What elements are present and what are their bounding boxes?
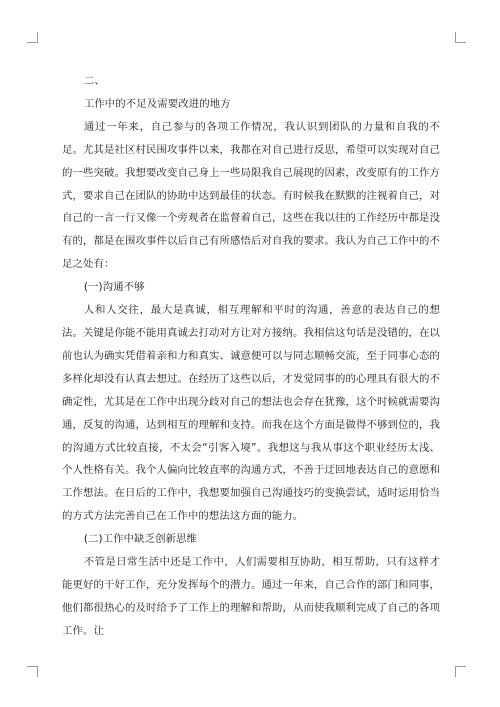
document-body: [62, 70, 440, 643]
crop-mark-bottom-right: [455, 666, 466, 677]
subheading-innovation: (二)工作中缺乏创新思维: [83, 533, 198, 546]
body-paragraph-intro: 通过一年来，自己参与的各项工作情况，我认识到团队的力量和自我的不足。尤其是社区村民围攻事件以来，我都在对自己进行反思，希望可以实现对自己的一些突破。我想要改变自己身上一些局限我自己展现的因素，改变原有的工作方式，要求自己在团队的协助中达到最佳的状态。有时候我在默默的注视着自己，对自己的一言一行又像一个旁观者在监督着自己，这些在我以往的工作经历中都是没有的，都是在围攻事件以后自己有所感悟后对自我的要求。我认为自己工作中的不足之处有：: [62, 120, 440, 271]
section-number: 二、: [83, 75, 105, 87]
crop-mark-top-left: [27, 32, 38, 43]
crop-mark-bottom-left: [27, 666, 38, 677]
section-title: 工作中的不足及需要改进的地方: [83, 97, 231, 110]
subheading-communication: (一)沟通不够: [83, 281, 145, 294]
body-paragraph-innovation: 不管是日常生活中还是工作中，人们需要相互协助，相互帮助，只有这样才能更好的干好工作，充分发挥每个的潜力。通过一年来，自己合作的部门和同事，他们都很热心的及时给予了工作上的理解和帮助，从而使我顺利完成了自己的各项工作。让: [62, 556, 440, 637]
crop-mark-top-right: [455, 32, 466, 43]
body-paragraph-communication: 人和人交往，最大是真诚，相互理解和平时的沟通，善意的表达自己的想法。关键是你能不能用真诚去打动对方让对方接纳。我相信这句话是没错的，在以前也认为确实凭借着亲和力和真实、诚意便可以与同志顺畅交流，至于同事心态的多样化却没有认真去想过。在经历了这些以后，才发觉同事的的心理具有很大的不确定性，尤其是在工作中出现分歧对自己的想法也会存在犹豫，这个时候就需要沟通，反复的沟通，达到相互的理解和支持。而我在这个方面是做得不够到位的，我的沟通方式比较直接，不太会“引客入境”。我想这与我从事这个职业经历太浅、个人性格有关。我个人偏向比较直率的沟通方式，不善于迂回地表达自己的意愿和工作想法。在日后的工作中，我想要加强自己沟通技巧的变换尝试，适时运用恰当的方式方法完善自己在工作中的想法这方面的能力。: [62, 304, 440, 523]
